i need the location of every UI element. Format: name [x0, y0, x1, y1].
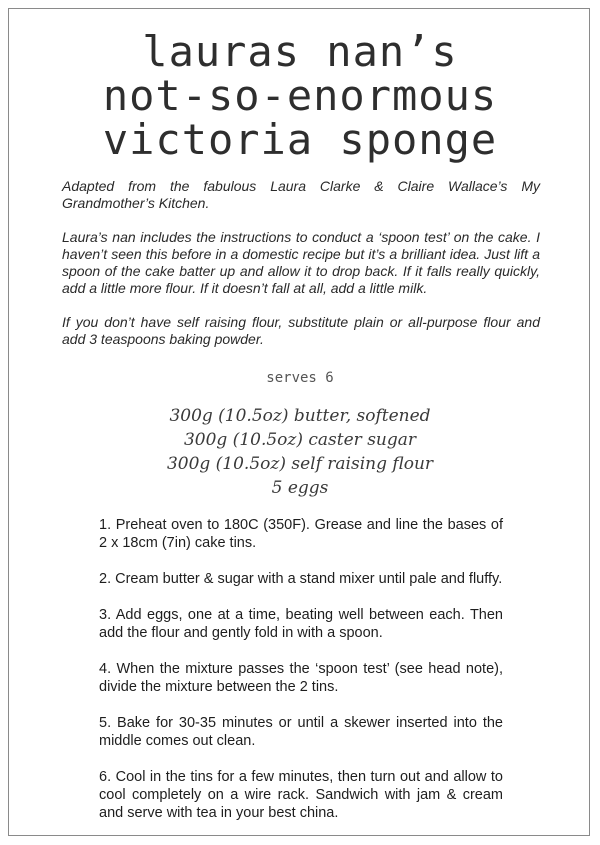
intro-paragraph: Adapted from the fabulous Laura Clarke & Claire Wallace’s My Grandmother’s Kitchen. [62, 178, 540, 211]
title-line: lauras nan’s [142, 27, 458, 76]
method-step: 3. Add eggs, one at a time, beating well between each. Then add the flour and gently fold in with a spoon. [99, 607, 503, 641]
intro-paragraph: If you don’t have self raising flour, substitute plain or all-purpose flour and add 3 teaspoons baking powder. [62, 314, 540, 347]
method-steps [99, 516, 503, 822]
intro-paragraph: Laura’s nan includes the instructions to conduct a ‘spoon test’ on the cake. I haven’t seen this before in a domestic recipe but it’s a brilliant idea. Just lift a spoon of the cake batter up and allow it to drop back. If it falls really quickly, add a little more flour. If it doesn’t fall at all, add a little milk. [62, 229, 540, 296]
method-step: 4. When the mixture passes the ‘spoon test’ (see head note), divide the mixture between the 2 tins. [99, 661, 503, 695]
method-step: 2. Cream butter & sugar with a stand mixer until pale and fluffy. [99, 571, 503, 587]
method-step: 5. Bake for 30-35 minutes or until a skewer inserted into the middle comes out clean. [99, 715, 503, 749]
title-line: not-so-enormous [102, 71, 498, 120]
servings-label: serves 6 [266, 370, 334, 386]
title-line: victoria sponge [102, 115, 498, 164]
ingredient-item: 300g (10.5oz) self raising flour [166, 454, 434, 474]
method-step: 6. Cool in the tins for a few minutes, then turn out and allow to cool completely on a wire rack. Sandwich with jam & cream and serve with tea in your best china. [99, 769, 503, 821]
ingredient-item: 300g (10.5oz) caster sugar [183, 430, 417, 450]
recipe-intro [62, 178, 540, 348]
ingredient-item: 300g (10.5oz) butter, softened [169, 406, 431, 426]
ingredients-list [0, 404, 600, 500]
ingredient-item: 5 eggs [271, 478, 329, 498]
method-step: 1. Preheat oven to 180C (350F). Grease and line the bases of 2 x 18cm (7in) cake tins. [99, 517, 503, 551]
recipe-title [0, 27, 600, 164]
